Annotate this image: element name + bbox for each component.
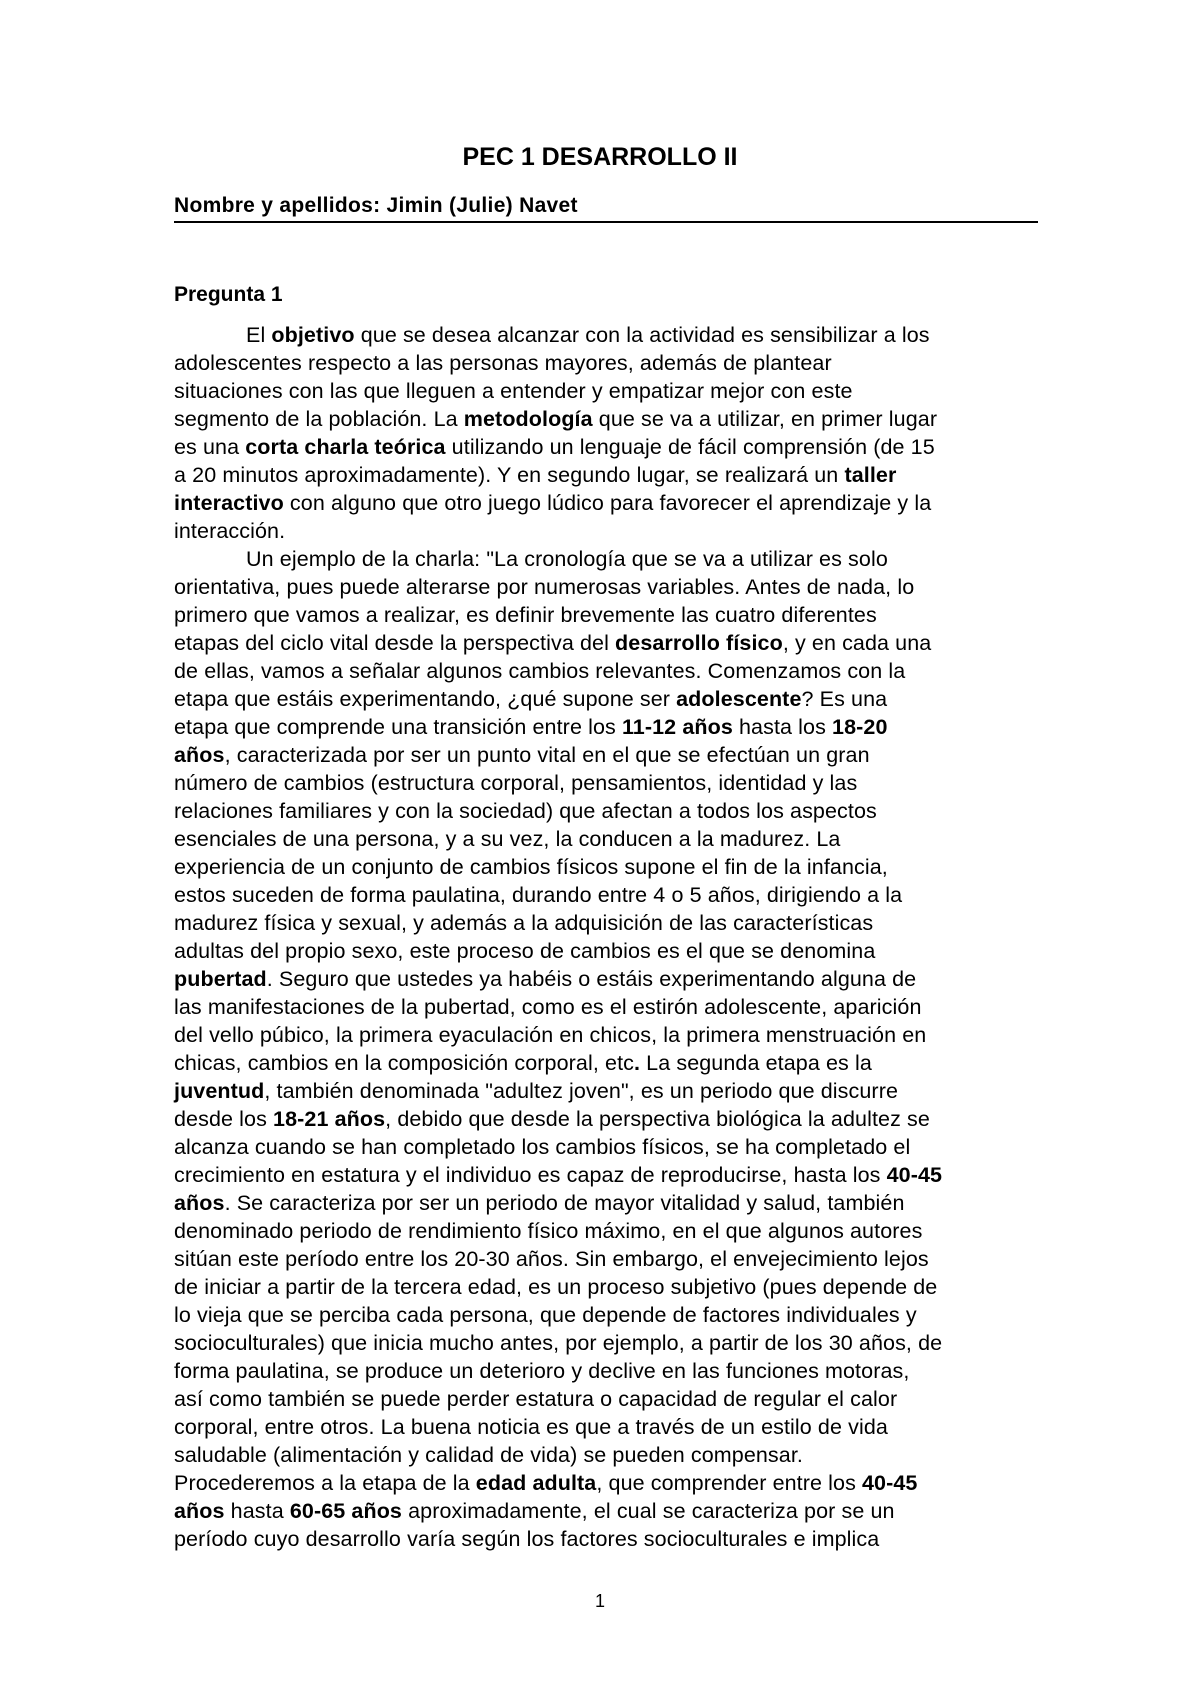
text-span: adolescentes respecto a las personas mayores, además de plantear xyxy=(174,351,832,375)
text-span: , caracterizada por ser un punto vital en el que se efectúan un gran xyxy=(224,743,870,767)
text-line xyxy=(174,965,1038,993)
text-line xyxy=(174,797,1038,825)
bold-text: 60-65 años xyxy=(289,1499,402,1523)
body-text xyxy=(174,321,1038,1553)
text-line xyxy=(174,1357,1038,1385)
text-line xyxy=(174,1273,1038,1301)
text-span: Procederemos a la etapa de la xyxy=(174,1471,476,1495)
text-span: segmento de la población. La xyxy=(174,407,464,431)
bold-text: 18-20 xyxy=(832,715,888,739)
text-line xyxy=(174,433,1038,461)
text-line xyxy=(174,629,1038,657)
text-line xyxy=(174,853,1038,881)
text-span: hasta los xyxy=(732,715,833,739)
text-span: saludable (alimentación y calidad de vida) se pueden compensar. xyxy=(174,1443,803,1467)
text-line xyxy=(174,1301,1038,1329)
text-span: madurez física y sexual, y además a la adquisición de las características xyxy=(174,911,874,935)
bold-text: 40-45 xyxy=(886,1163,943,1187)
text-line xyxy=(174,657,1038,685)
text-span: así como también se puede perder estatura o capacidad de regular el calor xyxy=(174,1387,898,1411)
text-span: relaciones familiares y con la sociedad) que afectan a todos los aspectos xyxy=(174,799,877,823)
text-span: situaciones con las que lleguen a entender y empatizar mejor con este xyxy=(174,379,853,403)
text-line xyxy=(174,993,1038,1021)
text-line xyxy=(174,1161,1038,1189)
text-span: corporal, entre otros. La buena noticia es que a través de un estilo de vida xyxy=(174,1415,888,1439)
text-line xyxy=(174,321,1038,349)
bold-text: años xyxy=(174,743,225,767)
text-line xyxy=(174,1049,1038,1077)
bold-text: pubertad xyxy=(174,967,267,991)
text-line xyxy=(174,909,1038,937)
text-line xyxy=(174,937,1038,965)
text-span: las manifestaciones de la pubertad, como es el estirón adolescente, aparición xyxy=(174,995,922,1019)
text-line xyxy=(174,545,1038,573)
text-line xyxy=(174,1329,1038,1357)
text-span: que se desea alcanzar con la actividad es sensibilizar a los xyxy=(354,323,930,347)
text-span: interacción. xyxy=(174,519,286,543)
text-line xyxy=(174,881,1038,909)
text-span: de ellas, vamos a señalar algunos cambios relevantes. Comenzamos con la xyxy=(174,659,906,683)
text-span: es una xyxy=(174,435,246,459)
text-line xyxy=(174,601,1038,629)
text-span: . Seguro que ustedes ya habéis o estáis experimentando alguna de xyxy=(266,967,917,991)
bold-text: edad adulta xyxy=(475,1471,597,1495)
bold-text: 11-12 años xyxy=(621,715,733,739)
text-line xyxy=(174,1385,1038,1413)
text-span: denominado periodo de rendimiento físico máximo, en el que algunos autores xyxy=(174,1219,923,1243)
text-line xyxy=(174,713,1038,741)
text-span: , que comprender entre los xyxy=(596,1471,862,1495)
text-span: hasta xyxy=(224,1499,290,1523)
text-span: chicas, cambios en la composición corporal, etc xyxy=(174,1051,634,1075)
text-line xyxy=(174,1469,1038,1497)
text-span: número de cambios (estructura corporal, pensamientos, identidad y las xyxy=(174,771,858,795)
text-span: ? Es una xyxy=(801,687,888,711)
text-span: desde los xyxy=(174,1107,274,1131)
text-span: esenciales de una persona, y a su vez, la conducen a la madurez. La xyxy=(174,827,841,851)
text-line xyxy=(174,1441,1038,1469)
text-span: etapas del ciclo vital desde la perspectiva del xyxy=(174,631,616,655)
text-span: de iniciar a partir de la tercera edad, es un proceso subjetivo (pues depende de xyxy=(174,1275,938,1299)
text-line xyxy=(174,769,1038,797)
document-title: PEC 1 DESARROLLO II xyxy=(462,143,738,171)
text-line xyxy=(174,1133,1038,1161)
text-span: estos suceden de forma paulatina, durando entre 4 o 5 años, dirigiendo a la xyxy=(174,883,903,907)
text-span: socioculturales) que inicia mucho antes, por ejemplo, a partir de los 30 años, de xyxy=(174,1331,943,1355)
text-line xyxy=(174,461,1038,489)
bold-text: corta charla teórica xyxy=(245,435,446,459)
text-span: etapa que estáis experimentando, ¿qué supone ser xyxy=(174,687,677,711)
text-line xyxy=(174,1497,1038,1525)
bold-text: metodología xyxy=(463,407,593,431)
text-span: crecimiento en estatura y el individuo es capaz de reproducirse, hasta los xyxy=(174,1163,887,1187)
text-span: a 20 minutos aproximadamente). Y en segundo lugar, se realizará un xyxy=(174,463,845,487)
text-line xyxy=(174,377,1038,405)
text-span: que se va a utilizar, en primer lugar xyxy=(592,407,938,431)
text-span: período cuyo desarrollo varía según los factores socioculturales e implica xyxy=(174,1527,880,1551)
bold-text: años xyxy=(174,1499,225,1523)
text-line xyxy=(174,349,1038,377)
text-line xyxy=(174,489,1038,517)
bold-text: . xyxy=(634,1051,641,1075)
text-line xyxy=(174,1413,1038,1441)
text-span: alcanza cuando se han completado los cambios físicos, se ha completado el xyxy=(174,1135,911,1159)
text-span: del vello púbico, la primera eyaculación en chicos, la primera menstruación en xyxy=(174,1023,927,1047)
section-heading: Pregunta 1 xyxy=(174,283,283,306)
text-line xyxy=(174,405,1038,433)
text-span: El xyxy=(246,323,272,347)
text-line xyxy=(174,1077,1038,1105)
bold-text: objetivo xyxy=(271,323,355,347)
text-span: experiencia de un conjunto de cambios físicos supone el fin de la infancia, xyxy=(174,855,888,879)
text-span: forma paulatina, se produce un deterioro y declive en las funciones motoras, xyxy=(174,1359,910,1383)
author-line: Nombre y apellidos: Jimin (Julie) Navet xyxy=(174,194,578,217)
text-span: , y en cada una xyxy=(782,631,932,655)
text-span: aproximadamente, el cual se caracteriza por se un xyxy=(402,1499,895,1523)
text-span: primero que vamos a realizar, es definir brevemente las cuatro diferentes xyxy=(174,603,877,627)
text-span: , también denominada "adultez joven", es un periodo que discurre xyxy=(264,1079,899,1103)
bold-text: 18-21 años xyxy=(273,1107,386,1131)
bold-text: juventud xyxy=(174,1079,265,1103)
bold-text: adolescente xyxy=(676,687,802,711)
text-line xyxy=(174,1021,1038,1049)
text-span: . Se caracteriza por ser un periodo de mayor vitalidad y salud, también xyxy=(224,1191,905,1215)
text-line xyxy=(174,1189,1038,1217)
header-divider xyxy=(174,221,1038,223)
text-span: utilizando un lenguaje de fácil comprensión (de 15 xyxy=(445,435,935,459)
text-line xyxy=(174,1525,1038,1553)
text-span: La segunda etapa es la xyxy=(640,1051,872,1075)
text-span: sitúan este período entre los 20-30 años. Sin embargo, el envejecimiento lejos xyxy=(174,1247,929,1271)
text-line xyxy=(174,573,1038,601)
text-line xyxy=(174,685,1038,713)
text-line xyxy=(174,1105,1038,1133)
text-span: Un ejemplo de la charla: "La cronología que se va a utilizar es solo xyxy=(246,547,888,571)
text-line xyxy=(174,517,1038,545)
bold-text: interactivo xyxy=(174,491,284,515)
bold-text: 40-45 xyxy=(862,1471,918,1495)
bold-text: años xyxy=(174,1191,225,1215)
page-number: 1 xyxy=(594,1591,605,1611)
text-span: etapa que comprende una transición entre los xyxy=(174,715,622,739)
text-line xyxy=(174,1217,1038,1245)
bold-text: desarrollo físico xyxy=(615,631,783,655)
text-span: adultas del propio sexo, este proceso de cambios es el que se denomina xyxy=(174,939,876,963)
text-span: lo vieja que se perciba cada persona, que depende de factores individuales y xyxy=(174,1303,917,1327)
text-span: con alguno que otro juego lúdico para favorecer el aprendizaje y la xyxy=(283,491,932,515)
text-line xyxy=(174,825,1038,853)
bold-text: taller xyxy=(844,463,897,487)
text-span: orientativa, pues puede alterarse por numerosas variables. Antes de nada, lo xyxy=(174,575,915,599)
text-line xyxy=(174,1245,1038,1273)
text-line xyxy=(174,741,1038,769)
text-span: , debido que desde la perspectiva biológica la adultez se xyxy=(385,1107,930,1131)
